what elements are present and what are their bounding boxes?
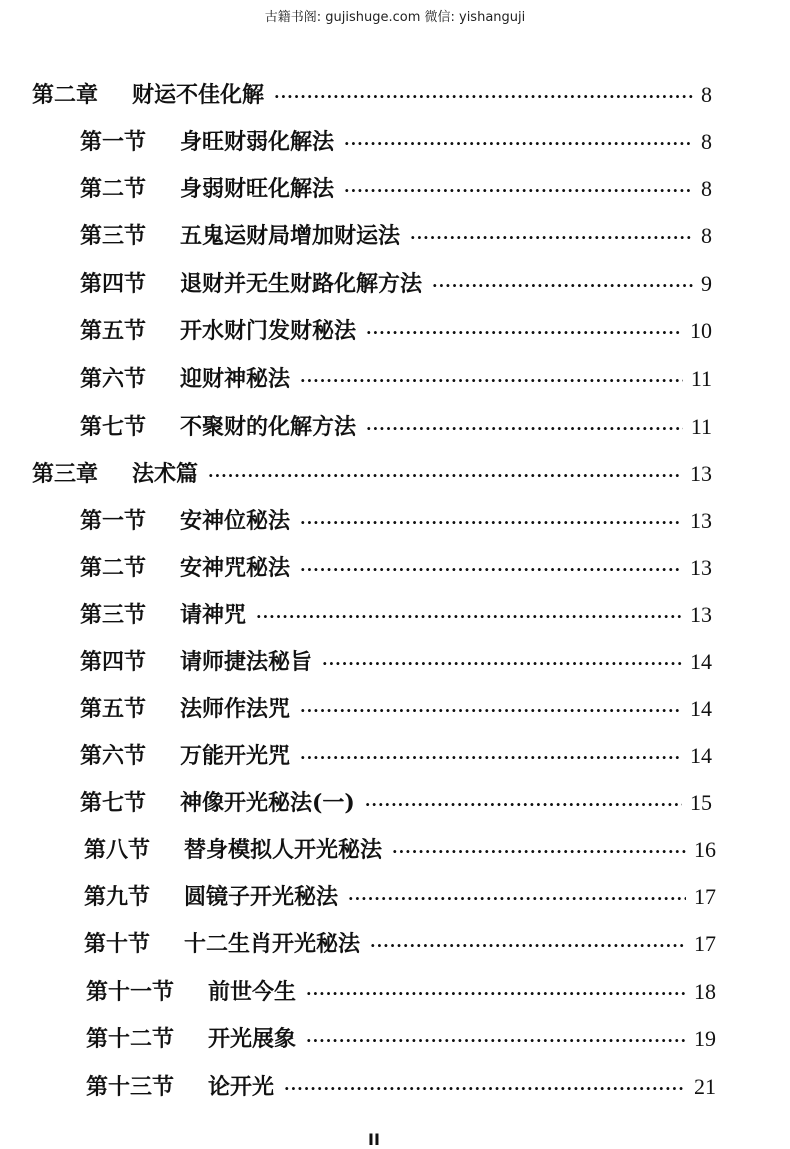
toc-entry-leader-dots [370, 936, 686, 955]
toc-entry-label: 第三章 [32, 461, 99, 487]
toc-entry-leader-dots [300, 748, 682, 767]
toc-entry-title: 法师作法咒 [180, 696, 291, 722]
toc-entry [84, 833, 716, 873]
toc-entry-page-number: 17 [694, 884, 716, 909]
toc-entry-leader-dots [366, 419, 683, 438]
toc-entry-page-number: 19 [694, 1026, 716, 1051]
toc-entry-title: 神像开光秘法(一) [180, 790, 355, 816]
toc-entry-title: 前世今生 [208, 979, 297, 1005]
toc-entry-page-number: 8 [701, 176, 712, 201]
toc-entry-leader-dots [300, 701, 682, 720]
toc-entry-title: 请神咒 [180, 602, 247, 628]
toc-entry-leader-dots [300, 560, 682, 579]
toc-entry-title: 不聚财的化解方法 [180, 414, 357, 440]
toc-entry-leader-dots [410, 228, 693, 247]
toc-entry-title: 开水财门发财秘法 [180, 318, 357, 344]
toc-entry-label: 第三节 [80, 223, 147, 249]
toc-entry-page-number: 14 [690, 696, 712, 721]
toc-entry-leader-dots [322, 654, 682, 673]
toc-entry-title: 五鬼运财局增加财运法 [180, 223, 401, 249]
toc-entry [80, 314, 712, 354]
toc-entry-label: 第七节 [80, 414, 147, 440]
toc-entry-page-number: 8 [701, 82, 712, 107]
toc-entry-label: 第十一节 [86, 979, 175, 1005]
toc-entry-label: 第五节 [80, 696, 147, 722]
toc-entry-title: 请师捷法秘旨 [180, 649, 313, 675]
toc-entry-label: 第五节 [80, 318, 147, 344]
toc-entry [80, 504, 712, 544]
toc-entry-leader-dots [256, 607, 682, 626]
toc-entry-page-number: 14 [690, 743, 712, 768]
toc-entry-label: 第二节 [80, 176, 147, 202]
toc-entry-title: 法术篇 [132, 461, 199, 487]
toc-entry [80, 598, 712, 638]
toc-entry-title: 十二生肖开光秘法 [184, 931, 361, 957]
toc-entry [80, 551, 712, 591]
toc-entry [86, 975, 716, 1015]
toc-entry-label: 第四节 [80, 649, 147, 675]
toc-entry-title: 开光展象 [208, 1026, 297, 1052]
toc-entry-title: 论开光 [208, 1074, 275, 1100]
toc-entry [80, 219, 712, 259]
toc-entry-label: 第六节 [80, 366, 147, 392]
toc-entry [80, 739, 712, 779]
toc-entry-title: 身旺财弱化解法 [180, 129, 335, 155]
toc-entry-page-number: 17 [694, 931, 716, 956]
toc-entry-leader-dots [392, 842, 686, 861]
toc-entry [84, 927, 716, 967]
toc-entry-page-number: 16 [694, 837, 716, 862]
toc-entry-page-number: 14 [690, 649, 712, 674]
toc-entry [84, 880, 716, 920]
toc-entry-leader-dots [208, 466, 682, 485]
toc-entry-leader-dots [366, 323, 682, 342]
toc-entry-label: 第一节 [80, 508, 147, 534]
toc-entry-page-number: 8 [701, 129, 712, 154]
toc-entry-label: 第十三节 [86, 1074, 175, 1100]
toc-entry-page-number: 11 [690, 414, 712, 439]
toc-entry [80, 410, 712, 450]
toc-entry [80, 786, 712, 826]
toc-entry-leader-dots [274, 87, 693, 106]
toc-entry-label: 第二节 [80, 555, 147, 581]
toc-entry-page-number: 13 [690, 508, 712, 533]
toc-entry-label: 第七节 [80, 790, 147, 816]
toc-entry-page-number: 13 [690, 602, 712, 627]
toc-entry-page-number: 9 [701, 271, 712, 296]
toc-entry-leader-dots [284, 1079, 686, 1098]
toc-entry-title: 身弱财旺化解法 [180, 176, 335, 202]
toc-entry-label: 第九节 [84, 884, 151, 910]
toc-entry-title: 安神咒秘法 [180, 555, 291, 581]
toc-entry [80, 692, 712, 732]
toc-entry-label: 第六节 [80, 743, 147, 769]
toc-entry-title: 圆镜子开光秘法 [184, 884, 339, 910]
toc-entry-leader-dots [306, 1031, 686, 1050]
toc-entry-page-number: 13 [690, 461, 712, 486]
toc-entry [80, 125, 712, 165]
toc-entry [80, 172, 712, 212]
toc-entry-label: 第八节 [84, 837, 151, 863]
toc-entry-label: 第一节 [80, 129, 147, 155]
toc-entry-page-number: 10 [690, 318, 712, 343]
toc-entry-title: 迎财神秘法 [180, 366, 291, 392]
toc-entry-label: 第十二节 [86, 1026, 175, 1052]
toc-entry [86, 1022, 716, 1062]
toc-entry [80, 267, 712, 307]
toc-entry-page-number: 18 [694, 979, 716, 1004]
toc-entry-leader-dots [432, 276, 693, 295]
toc-entry-label: 第二章 [32, 82, 99, 108]
toc-entry-label: 第十节 [84, 931, 151, 957]
toc-entry-title: 安神位秘法 [180, 508, 291, 534]
toc-entry-leader-dots [348, 889, 686, 908]
page-number-footer: II [368, 1130, 380, 1149]
toc-entry-page-number: 15 [690, 790, 712, 815]
toc-entry-title: 万能开光咒 [180, 743, 291, 769]
toc-entry-title: 退财并无生财路化解方法 [180, 271, 423, 297]
toc-entry-label: 第三节 [80, 602, 147, 628]
toc-entry-leader-dots [344, 134, 693, 153]
toc-entry-leader-dots [306, 984, 686, 1003]
toc-entry-page-number: 13 [690, 555, 712, 580]
toc-entry-leader-dots [365, 795, 682, 814]
toc-entry-title: 财运不佳化解 [132, 82, 265, 108]
toc-entry-leader-dots [300, 513, 682, 532]
toc-entry-page-number: 11 [690, 366, 712, 391]
toc-entry-page-number: 21 [694, 1074, 716, 1099]
toc-entry [80, 362, 712, 402]
toc-entry [80, 645, 712, 685]
toc-entry-label: 第四节 [80, 271, 147, 297]
toc-entry-leader-dots [300, 371, 683, 390]
toc-entry-leader-dots [344, 181, 693, 200]
toc-entry-page-number: 8 [701, 223, 712, 248]
toc-entry [32, 78, 712, 118]
toc-entry [32, 457, 712, 497]
toc-entry [86, 1070, 716, 1110]
toc-entry-title: 替身模拟人开光秘法 [184, 837, 383, 863]
page-header: 古籍书阁: gujishuge.com 微信: yishanguji [264, 10, 526, 25]
